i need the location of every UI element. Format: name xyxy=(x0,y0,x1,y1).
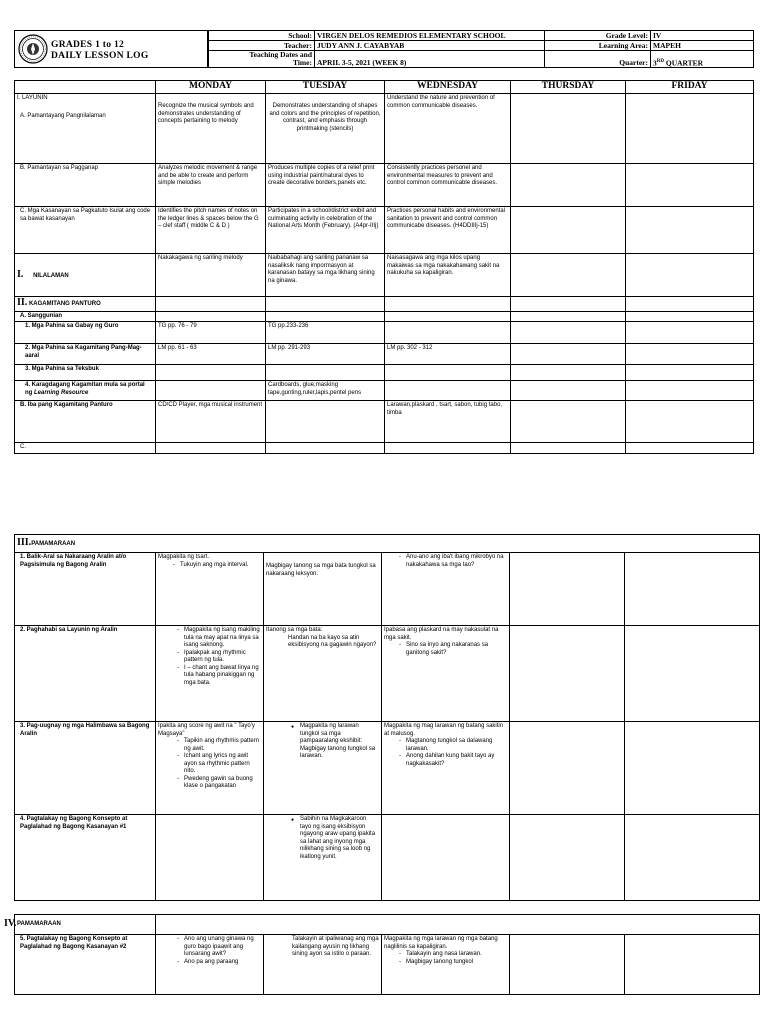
karagdagang-kagamitan-text: 4. Karagdagang Kagamitan mula sa portal ng xyxy=(25,382,145,396)
cell-text: Magpakita ng mga larawan ng mga batang naglilinis sa kapaligiran. xyxy=(384,936,498,950)
iba-pang-kagamitan-label: B. Iba pang Kagamitang Panturo xyxy=(15,401,156,443)
tuesday-list xyxy=(266,816,379,861)
school-label: School: xyxy=(209,31,315,41)
thursday-cell xyxy=(511,401,626,443)
wednesday-cell xyxy=(385,311,511,322)
header-info-table xyxy=(208,30,754,68)
friday-cell xyxy=(626,164,754,207)
balik-aral-label: 1. Balik-Aral sa Nakaraang Aralin at/o Pagsisimula ng Bagong Aralin xyxy=(15,553,156,626)
row-kagamitang-pang-mag-aaral xyxy=(15,344,754,365)
row-kagamitan-heading xyxy=(15,297,754,312)
kagamitan-label: KAGAMITANG PANTURO xyxy=(28,301,101,307)
monday-cell: Nakakagawa ng sariling melody xyxy=(156,254,266,297)
day-monday: MONDAY xyxy=(156,81,266,94)
title-line-2: DAILY LESSON LOG xyxy=(51,51,149,61)
cell-text: Ipakita ang score ng awit na " Tayo'y Magsaya" xyxy=(158,723,255,737)
nilalaman-label: NILALAMAN xyxy=(33,272,69,279)
tuesday-cell: Produces multiple copies of a relief print using industrial paint/natural dyes to create decorative borders,panels etc. xyxy=(266,164,385,207)
list-item: - Tukuyin ang mga interval. xyxy=(180,562,261,570)
thursday-cell xyxy=(511,164,626,207)
row-pagtalakay-1 xyxy=(15,815,760,901)
row-karagdagang-kagamitan xyxy=(15,381,754,401)
friday-cell xyxy=(626,322,754,344)
pamamaraan-2-label: PAMAMARAAN xyxy=(15,915,156,935)
monday-list xyxy=(158,936,261,966)
tuesday-cell xyxy=(264,722,382,815)
tuesday-cell xyxy=(264,553,382,626)
row-iba-pang-kagamitan xyxy=(15,401,754,443)
thursday-cell xyxy=(511,344,626,365)
pamamaraan-2-blank xyxy=(156,915,760,935)
monday-cell xyxy=(156,553,264,626)
tuesday-cell xyxy=(266,401,385,443)
teacher-row xyxy=(209,41,754,51)
friday-cell xyxy=(625,935,760,995)
tuesday-cell: Cardboards, glue,masking tape,gunting,ruler,lapis,pentel pens xyxy=(266,381,385,401)
friday-cell xyxy=(625,722,760,815)
cell-text: Magbigay tanong sa mga bata tungkol sa nakaraang leksyon. xyxy=(266,563,376,577)
quarter-suffix: RD xyxy=(656,58,664,64)
friday-cell xyxy=(625,626,760,722)
kagamitan-label-cell xyxy=(15,297,156,312)
list-item: - Magbigay tanong tungkol xyxy=(406,959,507,967)
day-tuesday: TUESDAY xyxy=(266,81,385,94)
tuesday-cell: Naibabahagi ang sariling pananaw sa nasaliksik nang impormasyon at karanasan batayy sa mga likhang sining na ginawa. xyxy=(266,254,385,297)
list-item: - Anong dahilan kung bakit tayo ay nagkakasakit? xyxy=(406,753,507,768)
thursday-cell xyxy=(511,381,626,401)
wednesday-cell xyxy=(385,443,511,454)
wednesday-cell xyxy=(382,815,510,901)
gabay-guro-label: 1. Mga Pahina sa Gabay ng Guro xyxy=(15,322,156,344)
teksbuk-label: 3. Mga Pahina sa Teksbuk xyxy=(15,365,156,381)
title-line-1: GRADES 1 to 12 xyxy=(51,40,125,50)
list-item: - Anu-ano ang iba't ibang mikrobyo na nakakahawa sa mga tao? xyxy=(406,554,507,569)
school-value: VIRGEN DELOS REMEDIOS ELEMENTARY SCHOOL xyxy=(315,31,545,41)
friday-cell xyxy=(626,401,754,443)
thursday-cell xyxy=(510,935,625,995)
wednesday-cell xyxy=(385,322,511,344)
dates-label xyxy=(209,51,315,68)
nilalaman-label-cell xyxy=(15,254,156,297)
monday-list xyxy=(158,562,261,570)
row-c xyxy=(15,443,754,454)
thursday-cell xyxy=(510,626,625,722)
wednesday-list xyxy=(384,951,507,966)
pamamaraan-label: PAMAMARAAN xyxy=(31,541,76,548)
lesson-table-top xyxy=(14,80,754,454)
list-item: - Magpakita ng isang makiling tula na may apat na linya sa isang saknong. xyxy=(184,627,261,650)
thursday-cell xyxy=(511,443,626,454)
tuesday-cell xyxy=(264,815,382,901)
tuesday-cell xyxy=(266,311,385,322)
list-item: - Ano ang unang ginawa ng guro bago ipaawit ang lunsarang awit? xyxy=(184,936,261,959)
tuesday-cell xyxy=(266,94,385,164)
thursday-cell xyxy=(511,311,626,322)
friday-cell xyxy=(626,381,754,401)
monday-cell xyxy=(156,381,266,401)
quarter-number: 3 xyxy=(653,58,657,67)
wednesday-cell: Larawan,plaskard , tsart, sabon, tubig tabo, timba xyxy=(385,401,511,443)
thursday-cell xyxy=(511,254,626,297)
wednesday-list xyxy=(384,642,507,657)
thursday-cell xyxy=(511,207,626,254)
cell-text: Itanong sa mga bata: xyxy=(266,627,323,633)
tuesday-list xyxy=(266,723,379,761)
section-iv-number: IV. xyxy=(4,918,17,929)
day-wednesday: WEDNESDAY xyxy=(385,81,511,94)
monday-cell: CD/CD Player, mga musical instrument xyxy=(156,401,266,443)
paghahabi-label: 2. Paghahabi sa Layunin ng Aralin xyxy=(15,626,156,722)
blank-corner-cell xyxy=(15,81,156,94)
pagtalakay-2-label: 5. Pagtalakay ng Bagong Konsepto at Paglalahad ng Bagong Kasanayan #2 xyxy=(15,935,156,995)
pag-uugnay-label: 3. Pag-uugnay ng mga Halimbawa sa Bagong Aralin xyxy=(15,722,156,815)
quarter-word: QUARTER xyxy=(663,58,704,67)
list-item: ● Magpakita ng larawan tungkol sa mga pampaaralang ekshibit: Magbigay tanong tungkol sa larawan. xyxy=(300,723,379,761)
thursday-cell xyxy=(511,297,626,312)
list-item: - Pwedeng gawin sa buong klase o pangakatan xyxy=(184,776,261,791)
karagdagang-kagamitan-label xyxy=(15,381,156,401)
monday-cell: TG pp. 76 - 79 xyxy=(156,322,266,344)
list-item: - Ichant ang lyrics ng awit ayon sa rhythmic pattern nito. xyxy=(184,753,261,776)
monday-list xyxy=(158,627,261,687)
row-gabay-guro xyxy=(15,322,754,344)
wednesday-list xyxy=(384,554,507,569)
friday-cell xyxy=(625,815,760,901)
pamantayang-pangnilalaman-label: A. Pamantayang Pangnilalaman xyxy=(20,112,106,119)
area-label: Learning Area: xyxy=(545,41,651,51)
wednesday-cell: LM pp. 302 - 312 xyxy=(385,344,511,365)
cell-text: Magpakita ng mag larawan ng batang sakitin at malusog. xyxy=(384,723,504,737)
monday-cell xyxy=(156,297,266,312)
quarter-value xyxy=(651,51,754,68)
c-label: C. xyxy=(15,443,156,454)
tuesday-cell xyxy=(264,626,382,722)
row-pag-uugnay xyxy=(15,722,760,815)
row-layunin-b xyxy=(15,164,754,207)
friday-cell xyxy=(626,297,754,312)
monday-list xyxy=(158,738,261,791)
wednesday-list xyxy=(384,738,507,768)
row-pamamaraan-heading xyxy=(15,535,760,553)
thursday-cell xyxy=(510,815,625,901)
wednesday-cell: Understand the nature and prevention of common communicable diseases. xyxy=(385,94,511,164)
monday-cell xyxy=(156,815,264,901)
thursday-cell xyxy=(511,94,626,164)
list-item: ● Sabihin na Magkakaroon tayo ng isang eksibisyon ngayong araw upang ipakita sa lahat ang inyong mga nilikhang sining sa loob ng ikatlong yunit. xyxy=(300,816,379,861)
list-item: - Magtanong tungkol sa dalawang larawan. xyxy=(406,738,507,753)
monday-cell xyxy=(156,94,266,164)
pamamaraan-heading-cell xyxy=(15,535,760,553)
label-cell xyxy=(15,94,156,164)
thursday-cell xyxy=(511,365,626,381)
friday-cell xyxy=(626,254,754,297)
grade-value: IV xyxy=(651,31,754,41)
friday-cell xyxy=(626,311,754,322)
row-sanggunian xyxy=(15,311,754,322)
friday-cell xyxy=(626,344,754,365)
nilalaman-number: I. xyxy=(17,268,24,280)
pagtalakay-1-label: 4. Pagtalakay ng Bagong Konsepto at Paglalahad ng Bagong Kasanayan #1 xyxy=(15,815,156,901)
friday-cell xyxy=(626,94,754,164)
monday-cell xyxy=(156,311,266,322)
dates-row xyxy=(209,51,754,68)
monday-cell: Identifies the pitch names of notes on the ledger lines & spaces below the G – clef staff ( middle C & D ) xyxy=(156,207,266,254)
teacher-value: JUDY ANN J. CAYABYAB xyxy=(315,41,545,51)
pamantayan-pagganap-label: B. Pamantayan sa Pagganap xyxy=(15,164,156,207)
list-item: - Ipalakpak ang rhythmic pattern ng tula. xyxy=(184,650,261,665)
learning-resource-text: Learning Resource xyxy=(34,389,89,396)
school-row xyxy=(209,31,754,41)
row-layunin-c xyxy=(15,207,754,254)
cell-text: Ipabasa ang plaskard na may nakasulat na mga sakit. xyxy=(384,627,499,641)
row-pamamaraan-2-heading xyxy=(15,915,760,935)
cell-text: Magpakita ng tsart. xyxy=(158,554,210,560)
wednesday-cell xyxy=(385,297,511,312)
tuesday-cell xyxy=(266,365,385,381)
wednesday-cell xyxy=(382,935,510,995)
list-item: - I – chant ang bawat linya ng tula habang pinakiggan ng mga bata. xyxy=(184,665,261,688)
lesson-table-pamamaraan-2 xyxy=(14,914,760,995)
monday-cell xyxy=(156,626,264,722)
list-item: - Sino sa inyo ang nakaranas sa ganitong sakit? xyxy=(406,642,507,657)
monday-cell: Analyzes melodic movement & range and be able to create and perform simple melodies xyxy=(156,164,266,207)
pamamaraan-number: III. xyxy=(17,537,32,549)
layunin-heading: I. LAYUNIN xyxy=(17,95,48,101)
sanggunian-label: A. Sanggunian xyxy=(15,311,156,322)
wednesday-cell: Consistently practices personel and environmental measures to prevent and control common communicable diseases. xyxy=(385,164,511,207)
monday-cell: LM pp. 61 - 63 xyxy=(156,344,266,365)
area-value: MAPEH xyxy=(651,41,754,51)
list-item: - Ano pa ang paraang xyxy=(184,959,261,967)
list-item: - Talakayin ang nasa larawan. xyxy=(406,951,507,959)
kagamitang-pang-mag-aaral-label: 2. Mga Pahina sa Kagamitang Pang-Mag-aaral xyxy=(15,344,156,365)
deped-seal-icon xyxy=(18,34,48,64)
thursday-cell xyxy=(510,553,625,626)
tuesday-cell: Talakayin at ipaliwanag ang mga kailangang ayusin ng likhang sining ayon sa istilo o paraan. xyxy=(264,935,382,995)
list-item: - Tapikin ang rhythmis pattern ng awit. xyxy=(184,738,261,753)
monday-cell xyxy=(156,365,266,381)
wednesday-cell xyxy=(385,381,511,401)
kasanayan-label: C. Mga Kasanayan sa Pagkatuto Isulat ang code sa bawat kasanayan xyxy=(15,207,156,254)
monday-cell xyxy=(156,443,266,454)
grade-label: Grade Level: xyxy=(545,31,651,41)
friday-cell xyxy=(626,207,754,254)
dates-value: APRIL 3-5, 2021 (WEEK 8) xyxy=(315,51,545,68)
wednesday-cell xyxy=(382,626,510,722)
lesson-table-pamamaraan xyxy=(14,534,760,901)
friday-cell xyxy=(625,553,760,626)
header-logo-box xyxy=(14,30,208,68)
wednesday-cell: Practices personal habits and environmental sanitation to prevent and control common communicabe diseases. (H4DDIIIj-15) xyxy=(385,207,511,254)
friday-cell xyxy=(626,443,754,454)
wednesday-cell xyxy=(382,553,510,626)
monday-cell xyxy=(156,722,264,815)
tuesday-cell xyxy=(266,297,385,312)
question-text: Handan na ba kayo sa atin eksibisyong na gagawin ngayon? xyxy=(288,634,377,648)
wednesday-cell xyxy=(385,365,511,381)
days-header-row xyxy=(15,81,754,94)
tuesday-cell: TG pp.233-236 xyxy=(266,322,385,344)
tuesday-cell: Participates in a school/district exibit and culminating activity in celebration of the National Arts Month (February). (A4pr-IIIj) xyxy=(266,207,385,254)
day-thursday: THURSDAY xyxy=(511,81,626,94)
monday-cell xyxy=(156,935,264,995)
row-paghahabi xyxy=(15,626,760,722)
wednesday-cell xyxy=(382,722,510,815)
thursday-cell xyxy=(511,322,626,344)
row-nilalaman xyxy=(15,254,754,297)
day-friday: FRIDAY xyxy=(626,81,754,94)
thursday-cell xyxy=(510,722,625,815)
row-layunin-a xyxy=(15,94,754,164)
friday-cell xyxy=(626,365,754,381)
row-pagtalakay-2 xyxy=(15,935,760,995)
cell-text: Recognize the musical symbols and demonstrates understanding of concepts pertaining to melody xyxy=(158,103,254,124)
dates-label-line2: Time: xyxy=(292,58,312,67)
tuesday-cell xyxy=(266,443,385,454)
quarter-label: Quarter: xyxy=(545,51,651,68)
wednesday-cell: Naisasagawa ang mga kilos upang makaiwas sa mga nakakahawang sakit na nakukuha sa kapaligiran. xyxy=(385,254,511,297)
dates-label-line1: Teaching Dates and xyxy=(249,50,312,59)
cell-text: Demonstrates understanding of shapes and colors and the principles of repetition, contrast, and emphasis through printmaking (stencils) xyxy=(269,103,381,132)
row-balik-aral xyxy=(15,553,760,626)
tuesday-cell: LM pp. 291-293 xyxy=(266,344,385,365)
teacher-label: Teacher: xyxy=(209,41,315,51)
row-teksbuk xyxy=(15,365,754,381)
kagamitan-number: II. xyxy=(17,297,28,308)
